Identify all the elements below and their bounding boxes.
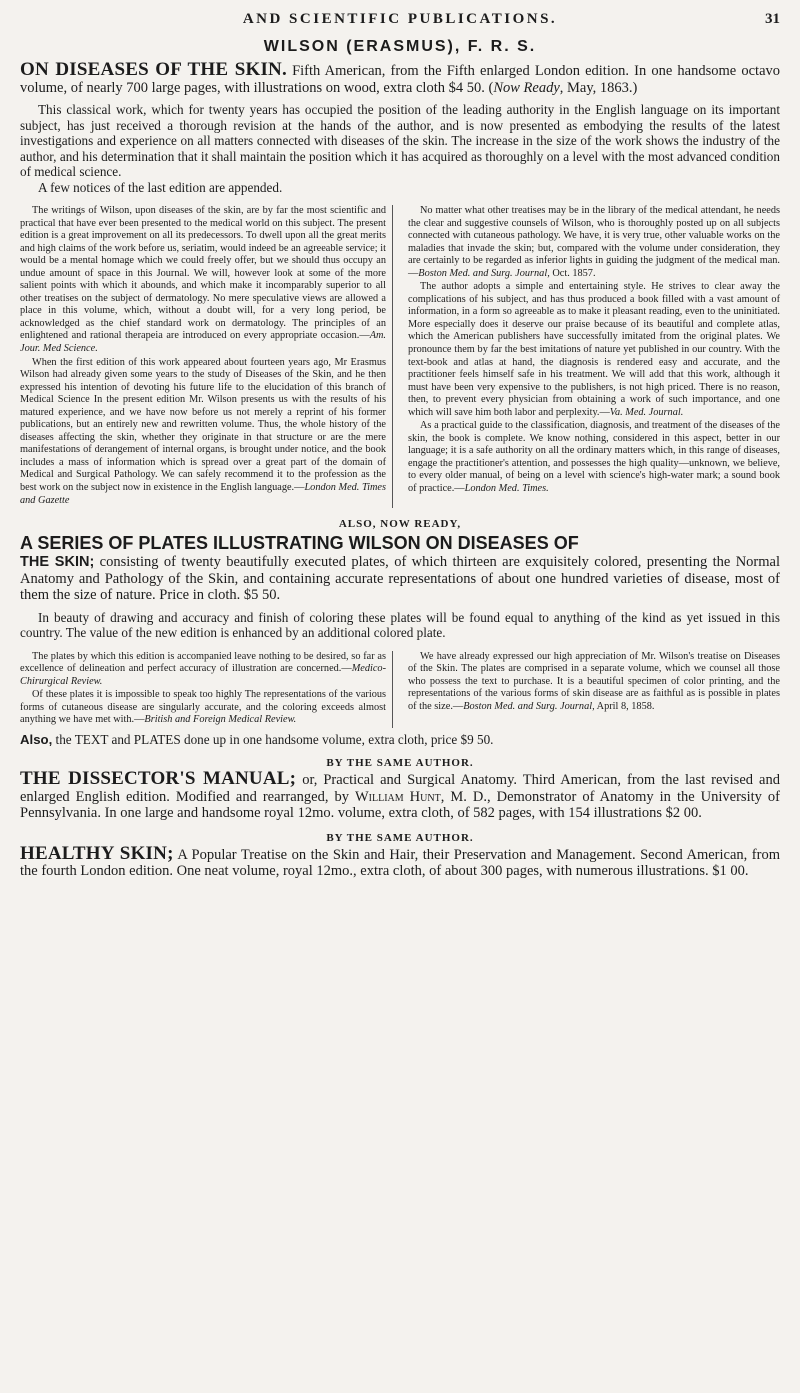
series-title: A SERIES OF PLATES ILLUSTRATING WILSON ON DISEASES OF: [20, 533, 579, 554]
series-title-cont: THE SKIN;: [20, 554, 95, 571]
work1-reviews: [20, 205, 780, 508]
work1-title-block: [20, 59, 780, 96]
series-para: In beauty of drawing and accuracy and finish of coloring these plates will be found equal to anything of the kind as yet issued in this country. The value of the new edition is enhanced by an additional colored plate.: [20, 609, 780, 641]
work1-line3-pre: on wood, extra cloth $4 50. (: [325, 79, 494, 96]
review-source: Boston Med. and Surg. Journal,: [463, 700, 595, 712]
review-paragraph: [20, 689, 386, 727]
review-text: When the first edition of this work appeared about fourteen years ago, Mr Erasmus Wilson had already given some years to the study of Diseases of the Skin, and he then expressed his intention of devoting his future life to the elucidation of this branch of Medical Science In the present edition Mr. Wilson presents us with the results of his matured experience, and we have now before us not merely a reprint of his former publications, but an entirely new and rewritten volume. Thus, the whole history of the diseases affecting the skin, whether they originate in that structure or are the mere manifestations of derangement of internal organs, is brought under notice, and the book includes a mass of information which is spread over a great part of the domain of Medical and Surgical Pathology. We can safely recommend it to the profession as the best work on the subject now in existence in the English language.—: [20, 356, 386, 494]
dissector-author: William Hunt: [354, 788, 441, 805]
series-also: [20, 732, 780, 748]
by-same-author-1: BY THE SAME AUTHOR.: [326, 757, 474, 770]
work1-intro: This classical work, which for twenty years has occupied the position of the leading authority in the English language on its important subject, has just received a thorough revision at the hands of the author, and is now presented as embodying the results of the latest investigations and experience on all matters connected with diseases of the skin. The increase in the size of the work shows the industry of the author, and his determination that it shall maintain the position which it has acquired as thoroughly on a level with the most advanced condition of medical science.: [20, 102, 780, 179]
review-paragraph: [20, 205, 386, 356]
healthy-text: A Popular Treatise on the Skin and Hair, their Preservation and Management. Second American, from the fourth London edition. One neat volume, royal 12mo., extra cloth, of about 300 pages, with numerous illustrations. $1 00.: [20, 846, 780, 880]
review-text: As a practical guide to the classification, diagnosis, and treatment of the diseases of the skin, the book is complete. We know nothing, considered in this aspect, better in our language; it is a safe authority on all the ordinary matters which, in this range of diseases, engage the practitioner's attention, and possesses the high quality—unknown, we believe, to every older manual, of being on a level with science's high-water mark; a sound book of practice.—: [408, 420, 780, 495]
series-also-cap: Also,: [20, 731, 53, 747]
review-source: London Med. Times and Gazette: [20, 482, 386, 506]
review-source: British and Foreign Medical Review.: [144, 714, 297, 726]
series-reviews: [20, 651, 780, 728]
review-source: London Med. Times.: [464, 483, 549, 495]
dissector-text-post: , M. D., Demonstrator of Anatomy in the University of Pennsylvania. In one large and handsome royal 12mo. volume, extra cloth, of 582 pages, with 154 illustrations $2 00.: [20, 788, 780, 822]
review-text: We have already expressed our high appreciation of Mr. Wilson's treatise on Diseases of the Skin. The plates are comprised in a separate volume, which we counsel all those who possess the text to purchase. It is a beautiful specimen of color printing, and the representations of the various forms of skin disease are as faithful as is possible in plates of the size.—: [408, 650, 780, 712]
review-paragraph: [20, 357, 386, 508]
series-line2: consisting of twenty beautifully executed plates, of which thirteen are exquisitely colored, presenting the Normal Anatomy and Pathology of the Skin, and containing accurate representations of about one hundred varieties of disease, most of them the size of nature. Price in cloth. $5 50.: [20, 554, 781, 604]
healthy-title: HEALTHY SKIN;: [20, 842, 174, 864]
work1-notices-intro: A few notices of the last edition are appended.: [38, 179, 283, 195]
running-head-title: AND SCIENTIFIC PUBLICATIONS.: [242, 11, 558, 27]
dissector-text-pre: or, Practical and Surgical Anatomy. Third American, from the last revised and enlarged English edition. Modified and rearranged, by: [20, 772, 780, 805]
work1-line2: London edition. In one handsome octavo volume, of nearly 700 large pages, with illustrations: [20, 63, 780, 96]
review-paragraph: [408, 651, 780, 714]
series-also-text: the TEXT and PLATES done up in one handsome volume, extra cloth, price $9 50.: [52, 731, 494, 747]
review-source: Am. Jour. Med Science.: [20, 330, 386, 355]
also-now-ready: ALSO, NOW READY,: [338, 518, 462, 531]
by-same-author-2: BY THE SAME AUTHOR.: [326, 831, 474, 844]
healthy-block: [20, 842, 780, 880]
running-head: [20, 8, 780, 30]
review-text: No matter what other treatises may be in the library of the medical attendant, he needs the clear and suggestive counsels of Wilson, who is thoroughly posted up on all subjects connected with cutaneous pathology. We have, it is very true, other valuable works on the maladies that invade the skin; but, compared with the volume under consideration, they are certainly to be regarded as inferior lights in guiding the judgment of the medical man.—: [408, 205, 780, 279]
dissector-block: [20, 768, 780, 822]
work1-line1: Fifth American, from the Fifth enlarged: [292, 63, 530, 79]
page: [20, 0, 780, 880]
review-paragraph: [20, 651, 386, 689]
review-paragraph: [408, 420, 780, 495]
work1-reviews-left: [20, 205, 393, 508]
review-text: Of these plates it is impossible to speak too highly The representations of the various forms of cutaneous disease are singularly accurate, and the coloring exceeds almost anything we have met with.—: [20, 689, 386, 726]
series-reviews-left: [20, 651, 393, 728]
work1-line3-post: , May, 1863.): [559, 79, 638, 96]
dissector-title: THE DISSECTOR'S MANUAL;: [20, 768, 297, 790]
work1-line3-src: Now Ready: [493, 79, 560, 96]
review-date: Oct. 1857.: [549, 267, 596, 279]
review-source: Va. Med. Journal.: [609, 406, 684, 418]
review-source: Boston Med. and Surg. Journal,: [418, 267, 550, 279]
review-source: Medico-Chirurgical Review.: [20, 663, 386, 687]
series-reviews-right: [408, 651, 780, 728]
work1-title: ON DISEASES OF THE SKIN.: [20, 59, 287, 80]
series-description: [20, 554, 780, 604]
review-text: The author adopts a simple and entertaining style. He strives to clear away the complications of his subject, and has thus produced a book filled with a vast amount of information, in a form so agreeable as to make it pleasant reading, even to the uninitiated. More especially does it deserve our praise because of its beautiful and complete atlas, which the American publishers have successfully imitated from the original plates. We pronounce them by far the best imitations of nature yet published in our country. With the text-book and atlas at hand, the diagnosis is rendered easy and accurate, and the practitioner feels himself safe in his treatment. We will add that this work, although it must have been very expensive to the publishers, is not high priced. There is no reason, then, to prevent every physician from obtaining a work of such importance, and one which will save him both labor and perplexity.—: [408, 281, 780, 418]
review-text: The writings of Wilson, upon diseases of the skin, are by far the most scientific and practical that have ever been presented to the medical world on this subject. The present edition is a great improvement on all its predecessors. To dwell upon all the great merits and high claims of the work before us, seriatim, would indeed be an agreeable service; it would be a mental homage which we could freely offer, but we should thus occupy an undue amount of space in this Journal. We will, however look at some of the more salient points with which it abounds, and which make it incomparably superior to all other treatises on the subject of dermatology. No mere speculative views are allowed a place in this volume, which, without a doubt will, for a very long period, be acknowledged as the chief standard work on dermatology. The principles of an enlightened and rational therapeia are introduced on every appropriate occasion.—: [20, 205, 386, 342]
review-paragraph: [408, 205, 780, 280]
review-date: April 8, 1858.: [594, 700, 655, 712]
work1-reviews-right: [408, 205, 780, 508]
review-text: The plates by which this edition is accompanied leave nothing to be desired, so far as excellence of delineation and perfect accuracy of illustration are concerned.—: [20, 650, 386, 675]
page-number: 31: [765, 11, 780, 27]
author-heading: WILSON (ERASMUS), F. R. S.: [263, 38, 537, 55]
review-paragraph: [408, 281, 780, 419]
